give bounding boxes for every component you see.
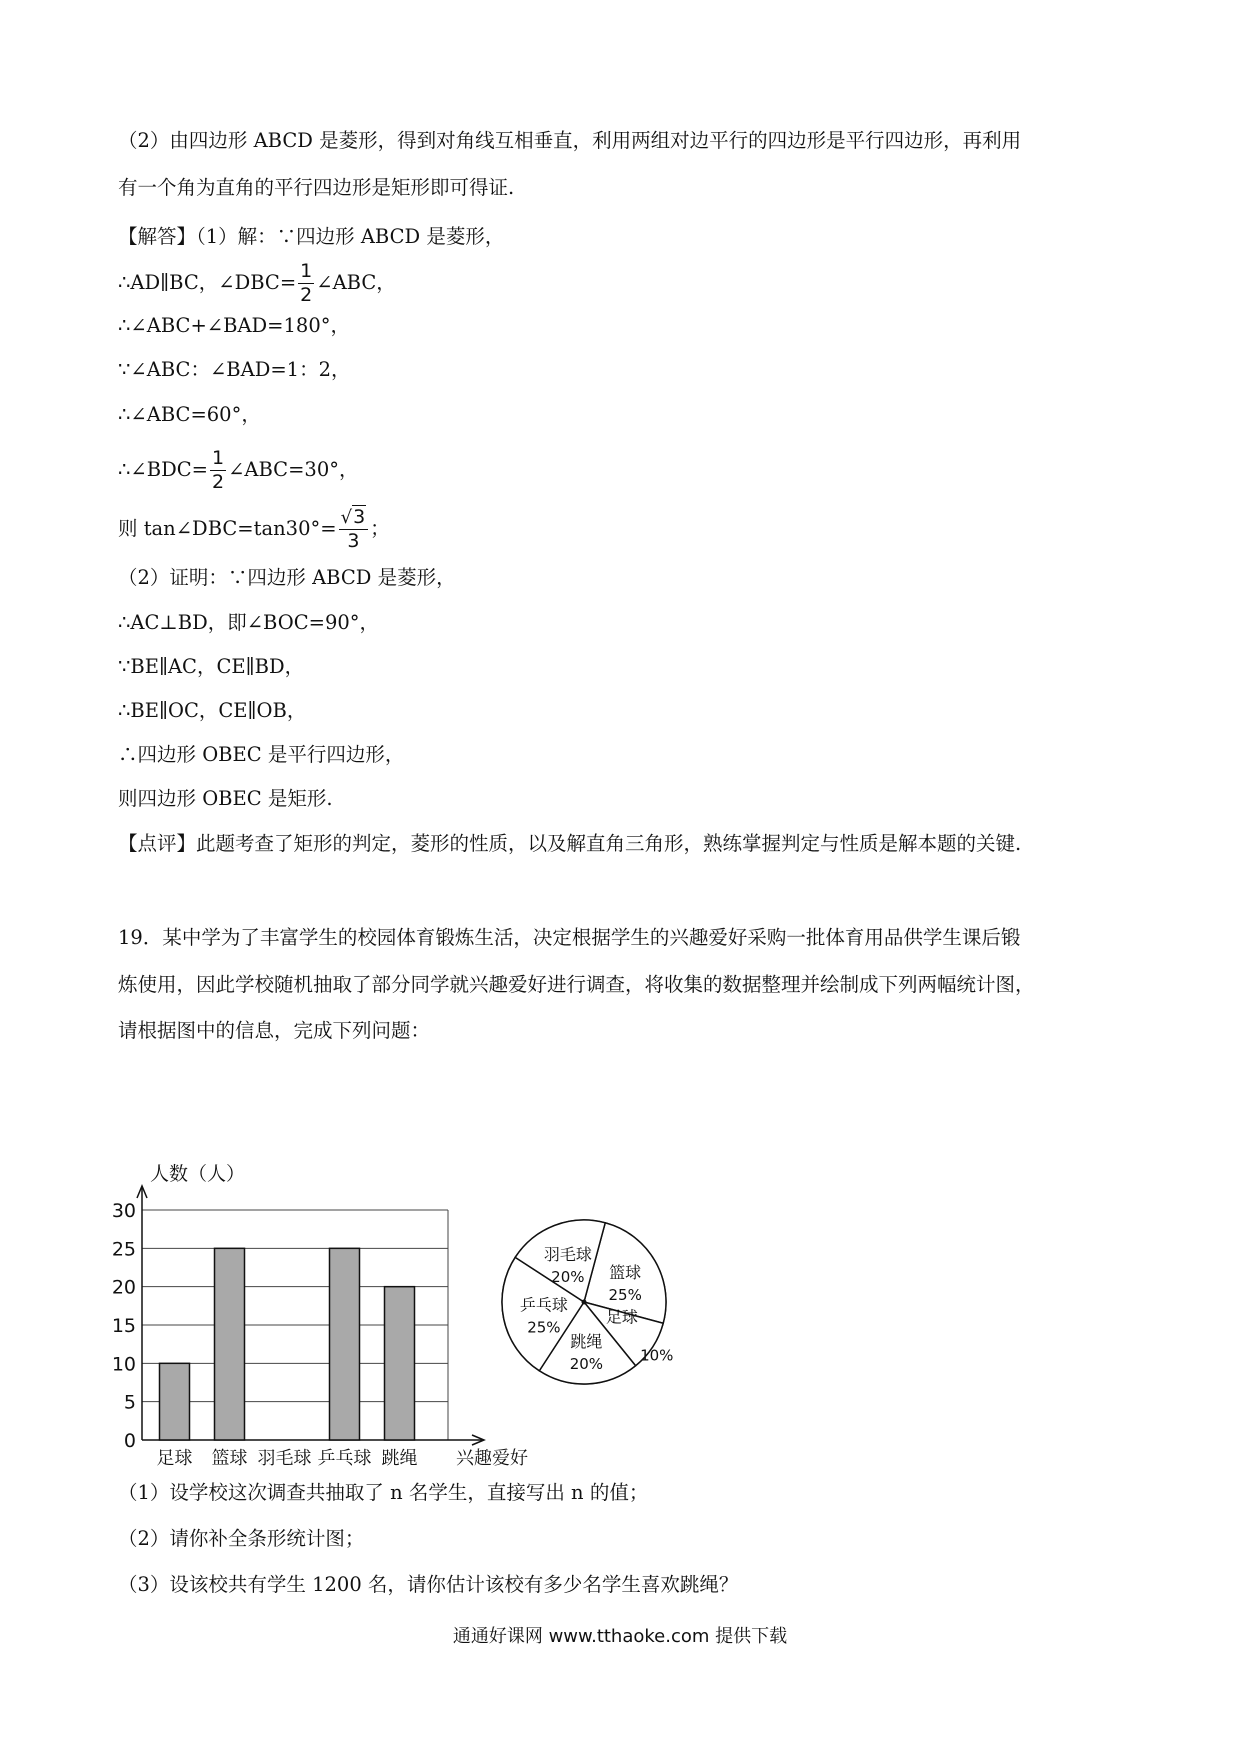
- step-5-text: ∴∠BDC=: [118, 458, 208, 481]
- y-axis-label: 人数（人）: [150, 1163, 246, 1185]
- question-19-line3: 请根据图中的信息，完成下列问题：: [118, 1019, 431, 1042]
- x-tick-label: 跳绳: [381, 1448, 418, 1469]
- pie-slice-label: 跳绳: [570, 1332, 603, 1352]
- step-1-text-end: ∠ABC，: [316, 271, 396, 294]
- radicand: 3: [353, 506, 366, 528]
- analysis-part2-line2: 有一个角为直角的平行四边形是矩形即可得证.: [118, 176, 515, 199]
- sub-question-1: （1）设学校这次调查共抽取了 n 名学生，直接写出 n 的值；: [118, 1481, 649, 1504]
- sub-question-2: （2）请你补全条形统计图；: [118, 1527, 365, 1550]
- pie-slice-value: 25%: [527, 1318, 561, 1337]
- proof-step-2: ∵BE∥AC，CE∥BD，: [118, 655, 305, 678]
- step-6-text-end: ；: [370, 517, 390, 540]
- fraction-denominator: 2: [211, 471, 225, 493]
- y-tick-label: 15: [111, 1315, 136, 1337]
- pie-slice-label: 篮球: [609, 1263, 642, 1283]
- bar: [330, 1248, 360, 1440]
- square-root: [341, 508, 367, 527]
- x-tick-label: 足球: [156, 1448, 193, 1469]
- analysis-part2-line1: （2）由四边形 ABCD 是菱形，得到对角线互相垂直，利用两组对边平行的四边形是平行四边形，再利用: [118, 129, 1022, 152]
- fraction-one-half: [298, 262, 314, 305]
- x-axis-label: 兴趣爱好: [456, 1448, 528, 1469]
- proof-step-5: 则四边形 OBEC 是矩形.: [118, 787, 333, 810]
- pie-slice-value: 20%: [551, 1267, 585, 1286]
- step-5-text-end: ∠ABC=30°，: [228, 458, 359, 481]
- footer: 通通好课网 www.tthaoke.com 提供下载: [452, 1626, 788, 1647]
- y-tick-label: 30: [111, 1200, 136, 1222]
- y-tick-label: 0: [123, 1430, 136, 1452]
- pie-slice-value: 20%: [569, 1355, 604, 1374]
- step-6: [118, 508, 390, 551]
- step-5: [118, 449, 359, 492]
- pie-slice-label: 羽毛球: [543, 1244, 592, 1264]
- fraction-denominator: 2: [300, 284, 313, 306]
- x-tick-label: 羽毛球: [257, 1448, 312, 1469]
- fraction-numerator: 1: [300, 260, 313, 282]
- comment: 【点评】此题考查了矩形的判定，菱形的性质，以及解直角三角形，熟练掌握判定与性质是解本题的关键.: [118, 832, 1022, 855]
- pie-slice-label: 足球: [605, 1307, 638, 1327]
- pie-slice-label: 乒乓球: [519, 1295, 568, 1315]
- sub-question-3: （3）设该校共有学生 1200 名，请你估计该校有多少名学生喜欢跳绳？: [118, 1573, 739, 1596]
- x-tick-label: 篮球: [211, 1448, 248, 1469]
- pie-chart: [480, 1205, 710, 1405]
- radical-sign-icon: √: [340, 507, 353, 528]
- question-19-line2: 炼使用，因此学校随机抽取了部分同学就兴趣爱好进行调查，将收集的数据整理并绘制成下列两幅统计图，: [118, 973, 1035, 996]
- y-tick-label: 10: [111, 1353, 136, 1376]
- question-19-line1: 19．某中学为了丰富学生的校园体育锻炼生活，决定根据学生的兴趣爱好采购一批体育用品供学生课后锻: [118, 926, 1021, 949]
- x-tick-label: 乒乓球: [317, 1448, 372, 1469]
- y-tick-label: 20: [111, 1276, 136, 1299]
- pie-center-dot: [582, 1300, 587, 1305]
- step-1-text: ∴AD∥BC，∠DBC=: [118, 271, 297, 294]
- proof-step-1: ∴AC⊥BD，即∠BOC=90°，: [118, 611, 380, 634]
- pie-slice-value: 10%: [640, 1346, 674, 1365]
- answer-heading: 【解答】（1）解：∵四边形 ABCD 是菱形，: [118, 225, 505, 248]
- step-2: ∴∠ABC+∠BAD=180°，: [118, 314, 350, 337]
- proof-step-3: ∴BE∥OC，CE∥OB，: [118, 699, 307, 722]
- y-tick-label: 5: [123, 1391, 136, 1414]
- proof-step-4: ∴四边形 OBEC 是平行四边形，: [118, 743, 405, 766]
- bar: [160, 1363, 190, 1440]
- bar: [215, 1248, 245, 1440]
- proof-heading: （2）证明：∵四边形 ABCD 是菱形，: [118, 566, 456, 589]
- fraction-denominator: 3: [347, 530, 360, 552]
- step-4: ∴∠ABC=60°，: [118, 403, 261, 426]
- y-tick-label: 25: [111, 1238, 136, 1261]
- pie-slice-value: 25%: [608, 1286, 642, 1305]
- bar-chart: [110, 1150, 528, 1469]
- bar: [385, 1287, 415, 1440]
- step-3: ∵∠ABC：∠BAD=1：2，: [118, 358, 351, 381]
- fraction-one-half: [210, 449, 226, 492]
- fraction-sqrt3-over-3: [339, 508, 369, 551]
- step-1: [118, 262, 396, 305]
- fraction-numerator: 1: [211, 447, 225, 469]
- step-6-text: 则 tan∠DBC=tan30°=: [118, 517, 337, 540]
